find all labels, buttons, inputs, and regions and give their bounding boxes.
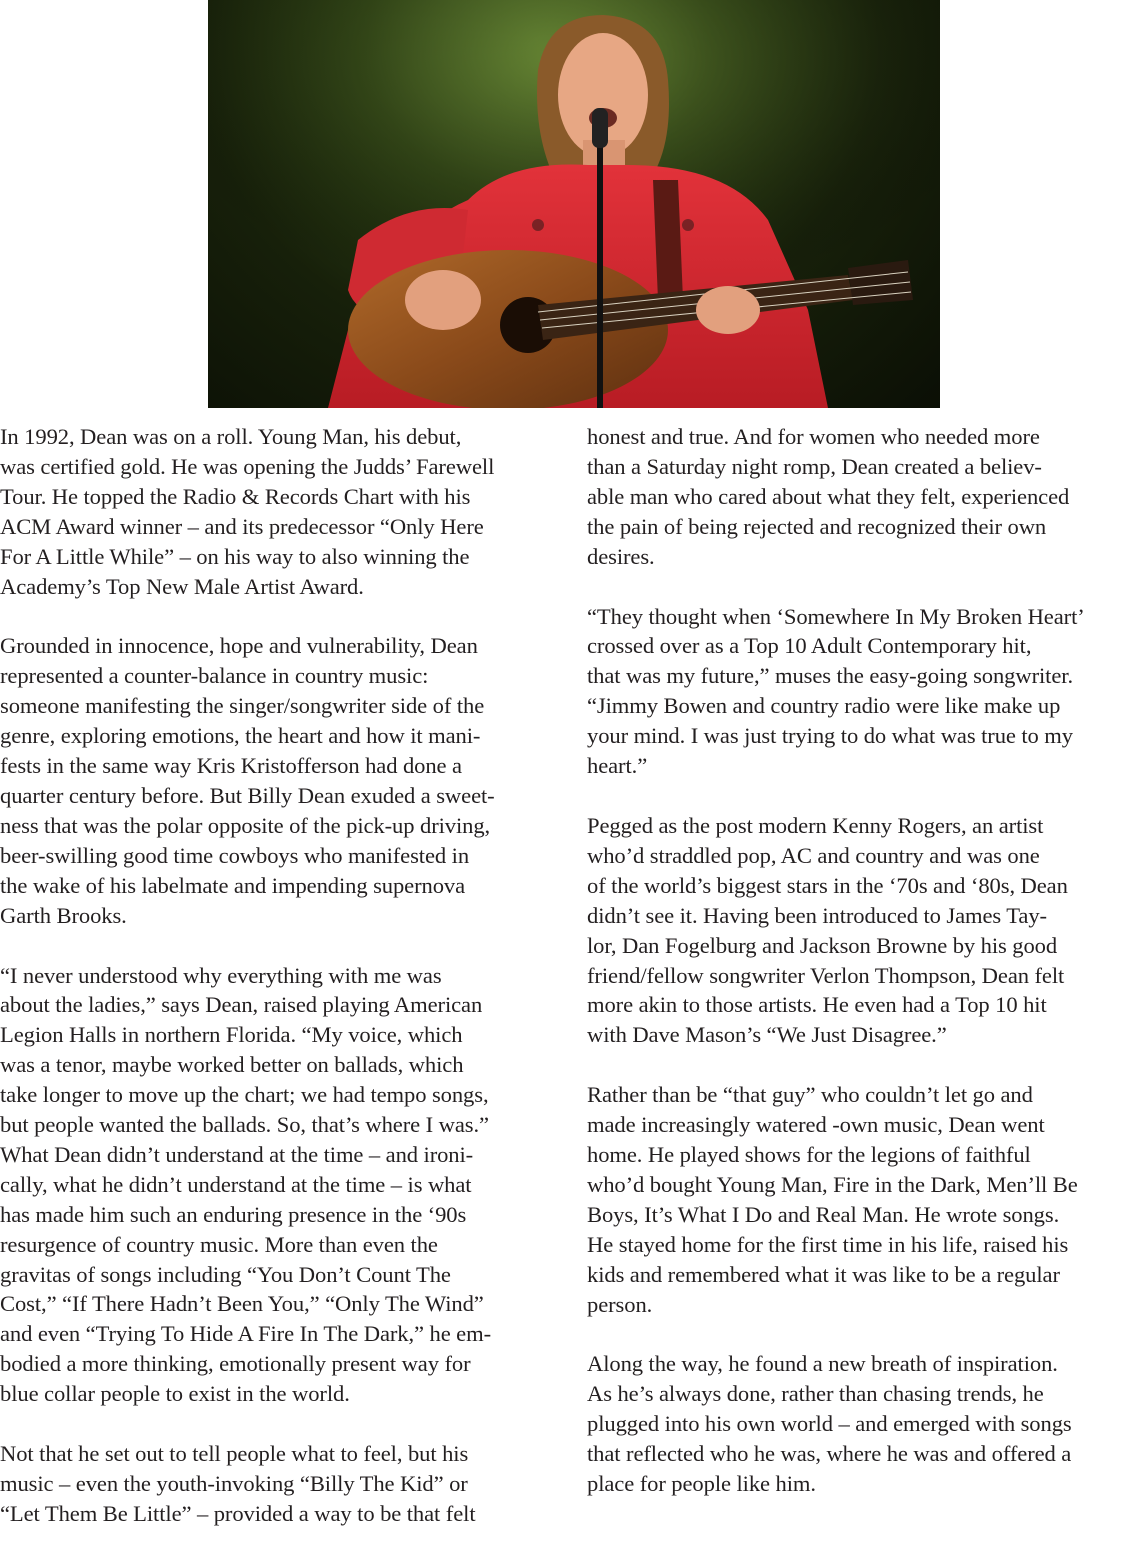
- left-column: [0, 422, 560, 1559]
- paragraph: [0, 631, 560, 930]
- text-line: who’d bought Young Man, Fire in the Dark, Men’ll Be: [587, 1171, 1078, 1197]
- paragraph: [0, 422, 560, 601]
- paragraph: [587, 422, 1143, 572]
- text-line: and even “Trying To Hide A Fire In The Dark,” he em-: [0, 1321, 492, 1347]
- text-line: Cost,” “If There Hadn’t Been You,” “Only The Wind”: [0, 1291, 484, 1317]
- text-line: lor, Dan Fogelburg and Jackson Browne by his good: [587, 932, 1058, 958]
- text-line: For A Little While” – on his way to also winning the: [0, 543, 470, 569]
- text-line: resurgence of country music. More than even the: [0, 1231, 438, 1257]
- text-line: ness that was the polar opposite of the pick-up driving,: [0, 812, 491, 838]
- text-line: “Jimmy Bowen and country radio were like make up: [587, 693, 1061, 719]
- text-line: take longer to move up the chart; we had tempo songs,: [0, 1082, 489, 1108]
- text-line: Boys, It’s What I Do and Real Man. He wrote songs.: [587, 1201, 1060, 1227]
- text-line: that reflected who he was, where he was and offered a: [587, 1441, 1072, 1467]
- text-line: with Dave Mason’s “We Just Disagree.”: [587, 1022, 947, 1048]
- text-line: “Let Them Be Little” – provided a way to be that felt: [0, 1500, 476, 1526]
- text-line: gravitas of songs including “You Don’t Count The: [0, 1261, 451, 1287]
- text-line: place for people like him.: [587, 1471, 816, 1497]
- text-line: “They thought when ‘Somewhere In My Broken Heart’: [587, 603, 1085, 629]
- text-line: was a tenor, maybe worked better on ballads, which: [0, 1052, 464, 1078]
- text-line: but people wanted the ballads. So, that’s where I was.”: [0, 1112, 489, 1138]
- singer-with-guitar-photo-icon: [208, 0, 940, 408]
- right-column: [587, 422, 1143, 1529]
- text-line: Garth Brooks.: [0, 902, 127, 928]
- text-line: who’d straddled pop, AC and country and was one: [587, 842, 1040, 868]
- text-line: genre, exploring emotions, the heart and how it mani-: [0, 723, 481, 749]
- text-line: your mind. I was just trying to do what was true to my: [587, 723, 1073, 749]
- text-line: Rather than be “that guy” who couldn’t let go and: [587, 1082, 1033, 1108]
- text-line: Not that he set out to tell people what to feel, but his: [0, 1441, 469, 1467]
- text-line: bodied a more thinking, emotionally present way for: [0, 1351, 471, 1377]
- text-line: Along the way, he found a new breath of inspiration.: [587, 1351, 1058, 1377]
- text-line: represented a counter-balance in country music:: [0, 663, 429, 689]
- text-line: has made him such an enduring presence in the ‘90s: [0, 1201, 467, 1227]
- text-line: heart.”: [587, 753, 648, 779]
- text-line: honest and true. And for women who needed more: [587, 424, 1040, 449]
- text-line: able man who cared about what they felt, experienced: [587, 483, 1070, 509]
- text-line: Academy’s Top New Male Artist Award.: [0, 573, 364, 599]
- text-line: quarter century before. But Billy Dean exuded a sweet-: [0, 782, 495, 808]
- text-line: the pain of being rejected and recognized their own: [587, 513, 1047, 539]
- paragraph: [587, 602, 1143, 781]
- text-line: crossed over as a Top 10 Adult Contemporary hit,: [587, 633, 1032, 659]
- text-line: made increasingly watered -own music, Dean went: [587, 1112, 1045, 1138]
- text-line: plugged into his own world – and emerged with songs: [587, 1411, 1072, 1437]
- text-line: music – even the youth-invoking “Billy The Kid” or: [0, 1471, 468, 1496]
- text-line: the wake of his labelmate and impending supernova: [0, 872, 466, 898]
- text-line: desires.: [587, 543, 655, 569]
- singer-photo: [208, 0, 940, 408]
- text-line: of the world’s biggest stars in the ‘70s and ‘80s, Dean: [587, 872, 1068, 898]
- text-line: As he’s always done, rather than chasing trends, he: [587, 1381, 1044, 1407]
- text-line: person.: [587, 1291, 653, 1317]
- text-line: was certified gold. He was opening the Judds’ Farewell: [0, 453, 495, 479]
- text-line: What Dean didn’t understand at the time – and ironi-: [0, 1141, 474, 1167]
- paragraph: [587, 811, 1143, 1050]
- text-line: about the ladies,” says Dean, raised playing American: [0, 992, 483, 1018]
- text-line: “I never understood why everything with me was: [0, 962, 442, 988]
- paragraph: [0, 961, 560, 1410]
- text-line: blue collar people to exist in the world.: [0, 1381, 350, 1407]
- text-line: He stayed home for the first time in his life, raised his: [587, 1231, 1069, 1257]
- text-line: Legion Halls in northern Florida. “My voice, which: [0, 1022, 463, 1048]
- text-line: fests in the same way Kris Kristofferson had done a: [0, 753, 462, 779]
- text-line: Grounded in innocence, hope and vulnerability, Dean: [0, 633, 478, 659]
- text-line: someone manifesting the singer/songwriter side of the: [0, 693, 485, 719]
- text-line: that was my future,” muses the easy-going songwriter.: [587, 663, 1074, 689]
- text-line: friend/fellow songwriter Verlon Thompson, Dean felt: [587, 962, 1065, 988]
- paragraph: [587, 1349, 1143, 1499]
- text-line: ACM Award winner – and its predecessor “Only Here: [0, 513, 484, 539]
- text-line: home. He played shows for the legions of faithful: [587, 1142, 1031, 1168]
- text-line: kids and remembered what it was like to be a regular: [587, 1261, 1060, 1287]
- text-line: than a Saturday night romp, Dean created a believ-: [587, 453, 1042, 479]
- text-line: Pegged as the post modern Kenny Rogers, an artist: [587, 812, 1044, 838]
- paragraph: [0, 1439, 560, 1529]
- text-line: Tour. He topped the Radio & Records Chart with his: [0, 483, 471, 509]
- text-line: more akin to those artists. He even had a Top 10 hit: [587, 992, 1047, 1018]
- text-line: cally, what he didn’t understand at the time – is what: [0, 1171, 472, 1197]
- paragraph: [587, 1080, 1143, 1319]
- text-line: beer-swilling good time cowboys who manifested in: [0, 842, 470, 868]
- text-line: didn’t see it. Having been introduced to James Tay-: [587, 902, 1047, 928]
- text-line: In 1992, Dean was on a roll. Young Man, his debut,: [0, 424, 462, 449]
